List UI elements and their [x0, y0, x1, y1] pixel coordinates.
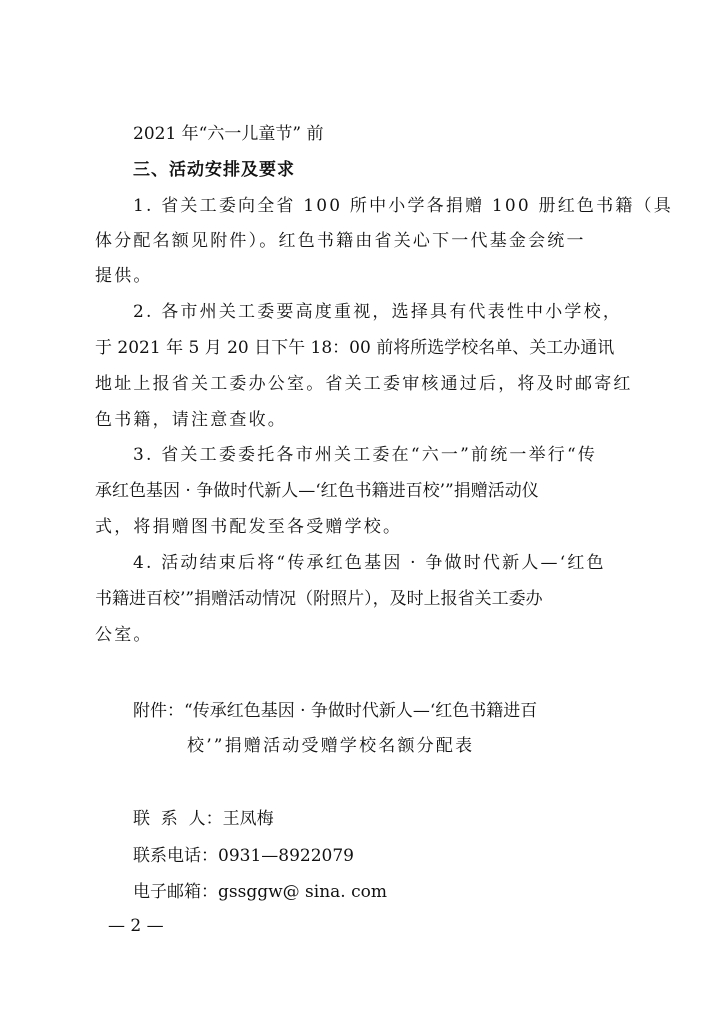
intro-line: 2021 年“六一儿童节” 前	[133, 124, 324, 144]
item-2-line-3: 地址上报省关工委办公室。省关工委审核通过后，将及时邮寄红	[95, 374, 633, 394]
contact-phone: 联系电话：0931—8922079	[133, 846, 354, 866]
attachment-line-1: 附件：“传承红色基因 · 争做时代新人—‘红色书籍进百	[133, 701, 538, 721]
item-4-line-1: 4. 活动结束后将“传承红色基因 · 争做时代新人—‘红色	[133, 553, 606, 573]
item-2-line-1: 2. 各市州关工委要高度重视，选择具有代表性中小学校，	[133, 302, 623, 322]
item-1-line-1: 1. 省关工委向全省 100 所中小学各捐赠 100 册红色书籍（具	[133, 196, 673, 216]
contact-email: 电子邮箱：gssggw@ sina. com	[133, 882, 387, 902]
item-1-line-2: 体分配名额见附件）。红色书籍由省关心下一代基金会统一	[95, 231, 586, 251]
page-number: — 2 —	[108, 916, 164, 936]
attachment-line-2: 校’”捐赠活动受赠学校名额分配表	[187, 736, 475, 756]
item-3-line-2: 承红色基因 · 争做时代新人—‘红色书籍进百校’”捐赠活动仪	[95, 481, 539, 501]
item-4-line-3: 公室。	[95, 625, 153, 645]
item-1-line-3: 提供。	[95, 266, 153, 286]
item-2-line-4: 色书籍，请注意查收。	[95, 410, 287, 430]
item-3-line-1: 3. 省关工委委托各市州关工委在“六一”前统一举行“传	[133, 445, 598, 465]
section-heading: 三、活动安排及要求	[133, 160, 295, 180]
item-3-line-3: 式，将捐赠图书配发至各受赠学校。	[95, 517, 403, 537]
item-4-line-2: 书籍进百校’”捐赠活动情况（附照片），及时上报省关工委办	[95, 589, 543, 609]
item-2-line-2: 于 2021 年 5 月 20 日下午 18：00 前将所选学校名单、关工办通讯	[95, 338, 615, 358]
contact-person: 联 系 人：王凤梅	[133, 809, 274, 829]
